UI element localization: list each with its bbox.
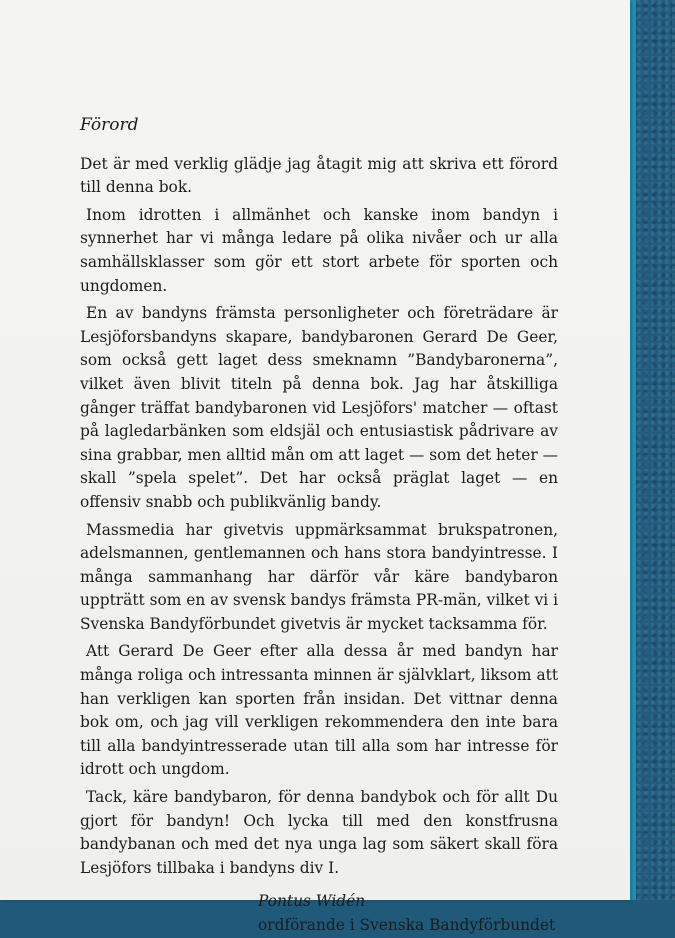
paragraph-3: En av bandyns främsta personligheter och företrädare är Lesjöforsbandyns skapare, bandybaronen Gerard De Geer, som också gett laget dess smeknamn ”Bandybaronerna”, vilket även blivit titeln på denna bok. Jag har åtskilliga gånger träffat bandybaronen vid Lesjöfors' matcher — oftast på lagledarbänken som eldsjäl och entusiastisk pådrivare av sina grabbar, men alltid mån om att laget — som det heter — skall ”spela spelet”. Det har också präglat laget — en offensiv snabb och publikvänlig bandy.	[80, 304, 558, 511]
signature-block	[258, 890, 558, 937]
paragraph-4: Massmedia har givetvis uppmärksammat brukspatronen, adelsmannen, gentlemannen och hans stora bandyintresse. I många sammanhang har därför vår käre bandybaron uppträtt som en av svensk bandys främsta PR-män, vilket vi i Svenska Bandyförbundet givetvis är mycket tacksamma för.	[80, 520, 558, 633]
signature-name: Pontus Widén	[258, 892, 366, 911]
paragraph-1: Det är med verklig glädje jag åtagit mig att skriva ett förord till denna bok.	[80, 154, 558, 197]
paragraph-5: Att Gerard De Geer efter alla dessa år med bandyn har många roliga och intressanta minnen är självklart, liksom att han verkligen kan sporten från insidan. Det vittnar denna bok om, och jag vill verkligen rekommendera den inte bara till alla bandyintresserade utan till alla som har intresse för idrott och ungdom.	[80, 642, 558, 779]
paragraph-6: Tack, käre bandybaron, för denna bandybok och för allt Du gjort för bandyn! Och lycka till med den konstfrusna bandybanan och med det nya unga lag som säkert skall föra Lesjöfors tillbaka i bandyns div I.	[80, 788, 558, 877]
signature-title: ordförande i Svenska Bandyförbundet	[258, 916, 556, 934]
page-heading: Förord	[80, 115, 139, 135]
page-text	[80, 114, 558, 938]
paragraph-2: Inom idrotten i allmänhet och kanske inom bandyn i synnerhet har vi många ledare på olika nivåer och ur alla samhällsklasser som gör ett stort arbete för sporten och ungdomen.	[80, 205, 558, 295]
